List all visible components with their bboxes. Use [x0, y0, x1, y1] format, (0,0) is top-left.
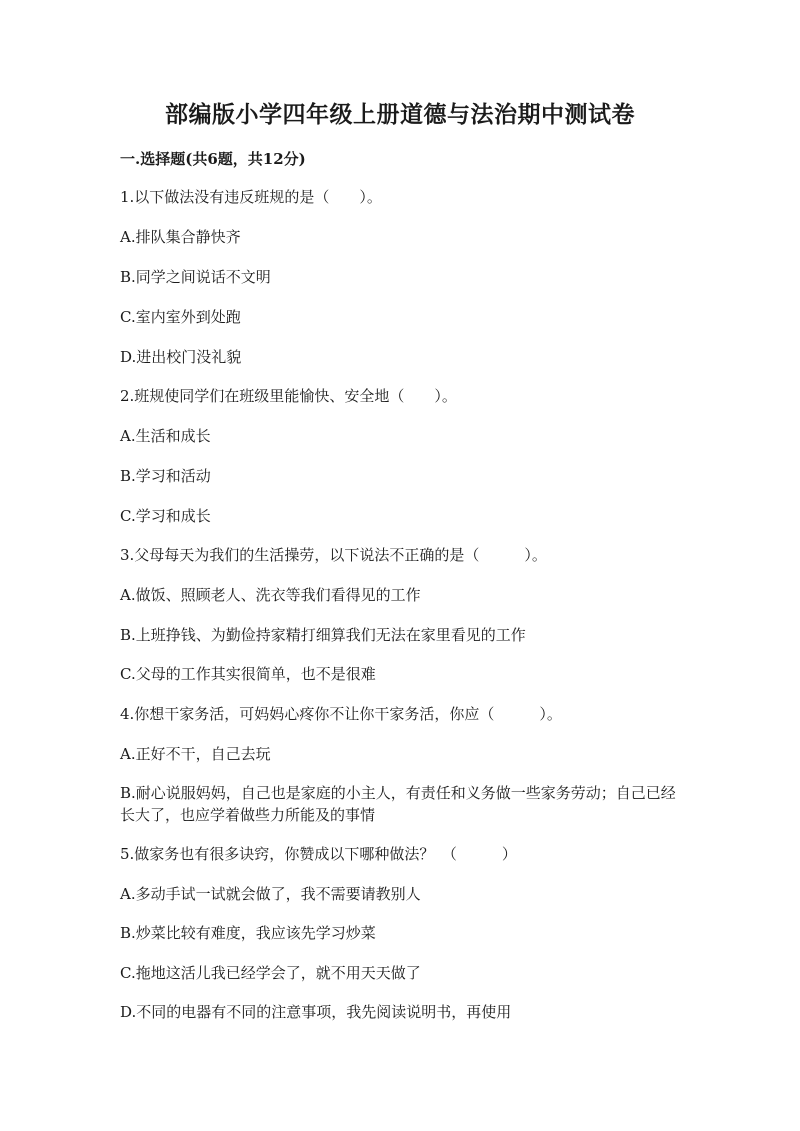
question-5-option-c: C.拖地这活儿我已经学会了，就不用天天做了	[120, 964, 421, 982]
question-3-option-a: A.做饭、照顾老人、洗衣等我们看得见的工作	[120, 586, 421, 604]
question-4-option-b: B.耐心说服妈妈，自己也是家庭的小主人，有责任和义务做一些家务劳动；自己已经长大了，也应学着做些力所能及的事情	[120, 784, 676, 824]
question-4-stem: 4.你想干家务活，可妈妈心疼你不让你干家务活，你应（ ）。	[120, 705, 562, 723]
question-3-option-c: C.父母的工作其实很简单，也不是很难	[120, 665, 376, 683]
question-3-stem: 3.父母每天为我们的生活操劳，以下说法不正确的是（ ）。	[120, 546, 547, 564]
question-1-option-d: D.进出校门没礼貌	[120, 348, 242, 366]
question-1-option-c: C.室内室外到处跑	[120, 308, 241, 326]
question-2-option-b: B.学习和活动	[120, 467, 211, 485]
page-title: 部编版小学四年级上册道德与法治期中测试卷	[165, 101, 635, 128]
question-1-option-b: B.同学之间说话不文明	[120, 268, 271, 286]
question-2-stem: 2.班规使同学们在班级里能愉快、安全地（ ）。	[120, 387, 457, 405]
question-5-stem: 5.做家务也有很多诀窍，你赞成以下哪种做法？ （ ）	[120, 845, 517, 863]
question-4-option-a: A.正好不干，自己去玩	[120, 745, 271, 763]
question-2-option-a: A.生活和成长	[120, 427, 211, 445]
question-3-option-b: B.上班挣钱、为勤俭持家精打细算我们无法在家里看见的工作	[120, 626, 526, 644]
question-2-option-c: C.学习和成长	[120, 507, 211, 525]
section-heading: 一.选择题(共6题，共12分)	[120, 150, 306, 168]
question-5-option-a: A.多动手试一试就会做了，我不需要请教别人	[120, 885, 421, 903]
question-1-stem: 1.以下做法没有违反班规的是（ ）。	[120, 188, 382, 206]
question-1-option-a: A.排队集合静快齐	[120, 228, 241, 246]
question-5-option-b: B.炒菜比较有难度，我应该先学习炒菜	[120, 924, 376, 942]
question-5-option-d: D.不同的电器有不同的注意事项，我先阅读说明书，再使用	[120, 1003, 512, 1021]
